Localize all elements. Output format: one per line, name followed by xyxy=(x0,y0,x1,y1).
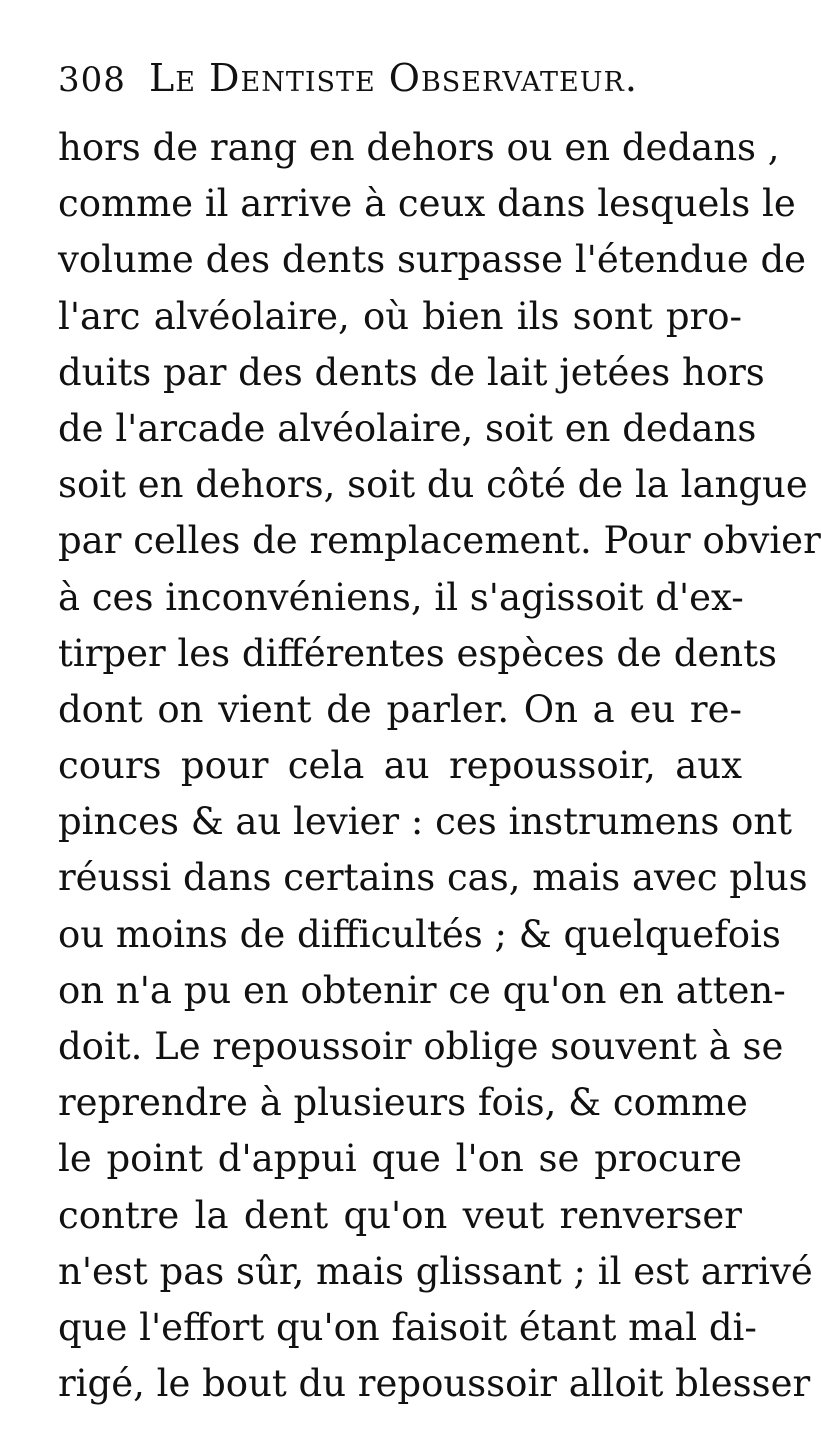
running-head xyxy=(58,52,758,104)
text-line-11: dont on vient de parler. On a eu re- xyxy=(58,687,742,731)
text-line-22: que l'effort qu'on faisoit étant mal di- xyxy=(58,1305,757,1349)
text-line-10: tirper les différentes espèces de dents xyxy=(58,631,777,675)
text-line-20: contre la dent qu'on veut renverser xyxy=(58,1193,742,1237)
text-line-18: reprendre à plusieurs fois, & comme xyxy=(58,1081,748,1125)
text-line-16: on n'a pu en obtenir ce qu'on en atten- xyxy=(58,968,786,1012)
text-line-14: réussi dans certains cas, mais avec plus xyxy=(58,856,808,900)
text-line-13: pinces & au levier : ces instrumens ont xyxy=(58,800,793,844)
text-line-9: à ces inconvéniens, il s'agissoit d'ex- xyxy=(58,575,744,619)
body-text xyxy=(58,120,821,1412)
text-line-3: volume des dents surpasse l'étendue de xyxy=(58,238,807,282)
running-title: Le Dentiste Observateur. xyxy=(149,56,638,100)
text-line-6: de l'arcade alvéolaire, soit en dedans xyxy=(58,406,757,450)
text-line-2: comme il arrive à ceux dans lesquels le xyxy=(58,182,796,226)
text-line-1: hors de rang en dehors ou en dedans , xyxy=(58,126,780,169)
text-line-4: l'arc alvéolaire, où bien ils sont pro- xyxy=(58,294,742,338)
text-line-7: soit en dehors, soit du côté de la langue xyxy=(58,463,808,507)
text-line-19: le point d'appui que l'on se procure xyxy=(58,1137,742,1181)
text-line-15: ou moins de difficultés ; & quelquefois xyxy=(58,912,781,956)
text-line-5: duits par des dents de lait jetées hors xyxy=(58,350,765,394)
page-number: 308 xyxy=(58,60,126,100)
text-line-23: rigé, le bout du repoussoir alloit blesser xyxy=(58,1362,811,1406)
text-line-17: doit. Le repoussoir oblige souvent à se xyxy=(58,1025,784,1068)
text-line-12: cours pour cela au repoussoir, aux xyxy=(58,744,742,788)
text-line-8: par celles de remplacement. Pour obvier xyxy=(58,519,821,563)
text-line-21: n'est pas sûr, mais glissant ; il est arrivé xyxy=(58,1249,813,1293)
